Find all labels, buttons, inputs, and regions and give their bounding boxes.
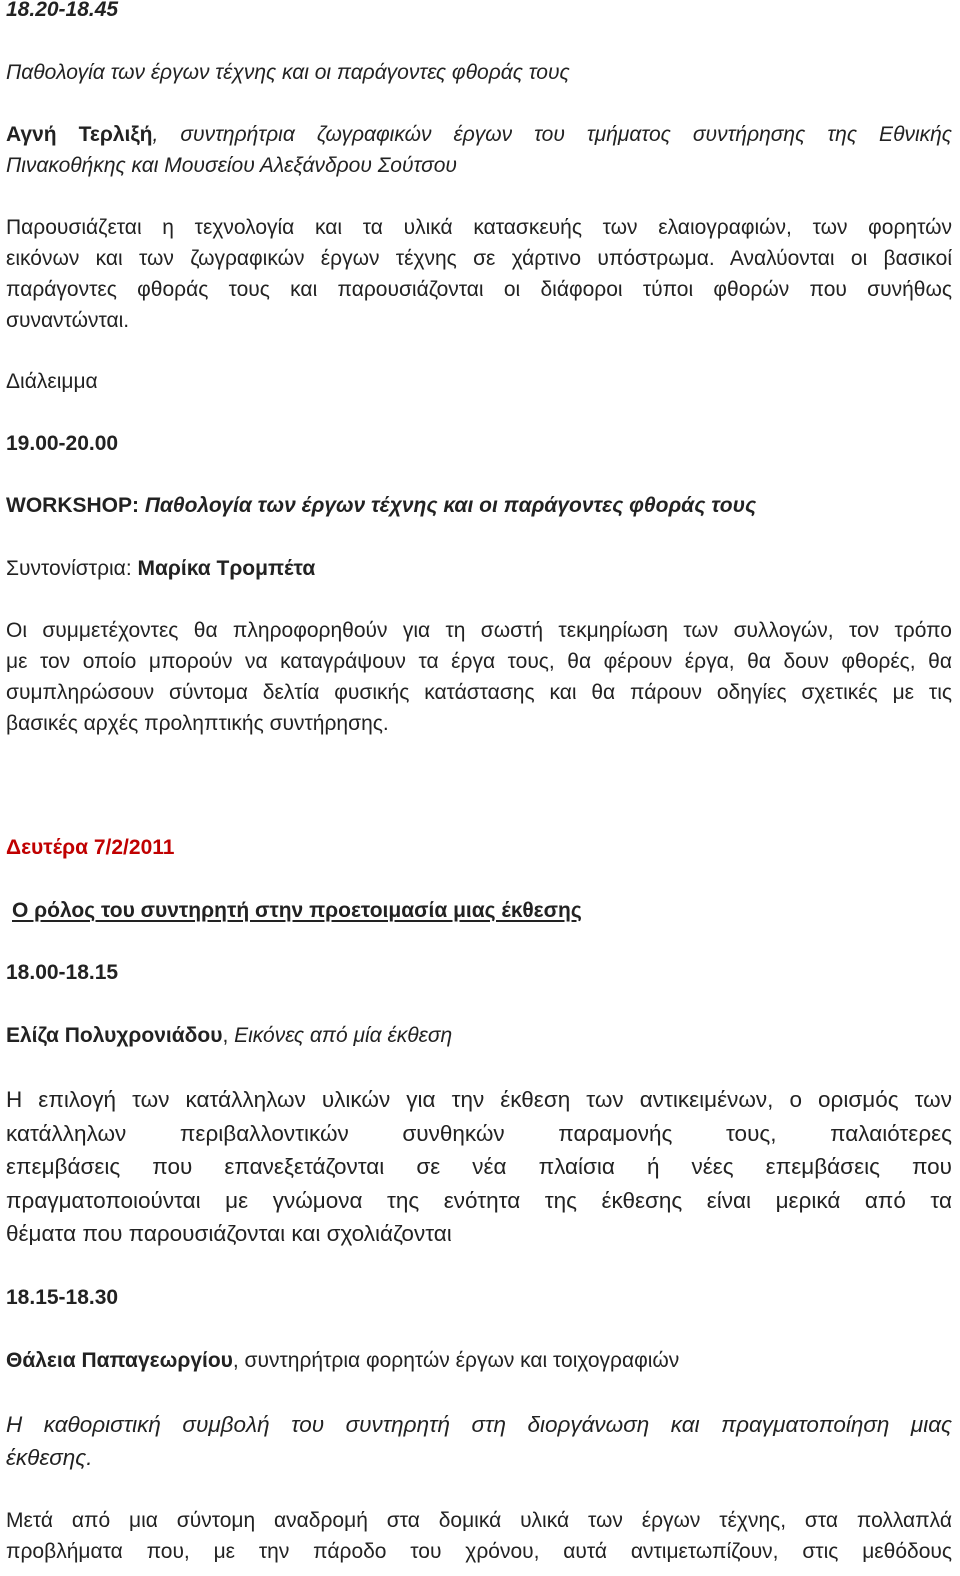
talk2-heading <box>6 1345 679 1376</box>
talk2-title-line: Η καθοριστική συμβολή του συντηρητή στη διοργάνωση και πραγματοποίηση μιας <box>6 1412 952 1437</box>
workshop-desc-line: συμπληρώσουν σύντομα δελτία φυσικής κατάστασης και θα πάρουν οδηγίες σχετικές με τις <box>6 681 952 704</box>
workshop-time: 19.00-20.00 <box>6 432 119 455</box>
talk1-heading <box>6 1020 452 1051</box>
talk1-desc-line: πραγματοποιούνται με γνώμονα της ενότητα της έκθεσης είναι μερικά από τα <box>6 1188 952 1213</box>
session-desc-line: συναντώνται. <box>6 309 130 332</box>
coordinator-name: Μαρίκα Τρομπέτα <box>137 557 316 580</box>
workshop-title: Παθολογία των έργων τέχνης και οι παράγοντες φθοράς τους <box>144 494 757 517</box>
workshop-label: WORKSHOP: <box>6 494 145 517</box>
talk1-desc-line: θέματα που παρουσιάζονται και σχολιάζονται <box>6 1221 452 1246</box>
talk2-desc-line: Μετά από μια σύντομη αναδρομή στα δομικά υλικά των έργων τέχνης, στα πολλαπλά <box>6 1509 952 1532</box>
talk2-title-line: έκθεσης. <box>6 1445 93 1470</box>
talk1-desc-line: Η επιλογή των κατάλληλων υλικών για την έκθεση των αντικειμένων, ο ορισμός των <box>6 1087 952 1112</box>
workshop-desc-line: με τον οποίο μπορούν να καταγράψουν τα έργα τους, θα φέρουν έργα, θα δουν φθορές, θα <box>6 650 952 673</box>
talk1-title: Εικόνες από μία έκθεση <box>234 1024 453 1047</box>
talk2-speaker: Θάλεια Παπαγεωργίου <box>6 1349 233 1372</box>
talk2-desc-line: προβλήματα που, με την πάροδο του χρόνου, αυτά αντιμετωπίζουν, στις μεθόδους <box>6 1540 952 1563</box>
workshop-desc-line: Οι συμμετέχοντες θα πληροφορηθούν για τη σωστή τεκμηρίωση των συλλογών, τον τρόπο <box>6 619 952 642</box>
speaker-line <box>6 119 952 150</box>
session-title: Παθολογία των έργων τέχνης και οι παράγοντες φθοράς τους <box>6 61 570 84</box>
session-desc-line: Παρουσιάζεται η τεχνολογία και τα υλικά κατασκευής των ελαιογραφιών, των φορητών <box>6 216 952 239</box>
workshop-desc-line: βασικές αρχές προληπτικής συντήρησης. <box>6 712 389 735</box>
session-time: 18.20-18.45 <box>6 0 119 21</box>
day-date: Δευτέρα 7/2/2011 <box>6 836 175 859</box>
day-theme: Ο ρόλος του συντηρητή στην προετοιμασία μιας έκθεσης <box>12 899 582 922</box>
talk1-time: 18.00-18.15 <box>6 961 119 984</box>
session-desc-line: παράγοντες φθοράς τους και παρουσιάζονται οι διάφοροι τύποι φθορών που συνήθως <box>6 278 952 301</box>
talk1-speaker: Ελίζα Πολυχρονιάδου <box>6 1024 223 1047</box>
break-label: Διάλειμμα <box>6 370 98 393</box>
speaker-name: Αγνή Τερλιξή <box>6 123 153 146</box>
talk2-role: , συντηρήτρια φορητών έργων και τοιχογραφιών <box>232 1349 680 1372</box>
talk1-sep: , <box>222 1024 235 1047</box>
session-desc-line: εικόνων και των ζωγραφικών έργων τέχνης σε χάρτινο υπόστρωμα. Αναλύονται οι βασικοί <box>6 247 952 270</box>
talk1-desc-line: επεμβάσεις που επανεξετάζονται σε νέα πλαίσια ή νέες επεμβάσεις που <box>6 1154 952 1179</box>
talk2-time: 18.15-18.30 <box>6 1286 119 1309</box>
workshop-coordinator <box>6 553 315 584</box>
coordinator-label: Συντονίστρια: <box>6 557 138 580</box>
workshop-heading <box>6 490 756 521</box>
speaker-role-cont: Πινακοθήκης και Μουσείου Αλεξάνδρου Σούτσου <box>6 154 457 177</box>
talk1-desc-line: κατάλληλων περιβαλλοντικών συνθηκών παραμονής τους, παλαιότερες <box>6 1121 952 1146</box>
speaker-role: , συντηρήτρια ζωγραφικών έργων του τμήματος συντήρησης της Εθνικής <box>152 123 952 146</box>
